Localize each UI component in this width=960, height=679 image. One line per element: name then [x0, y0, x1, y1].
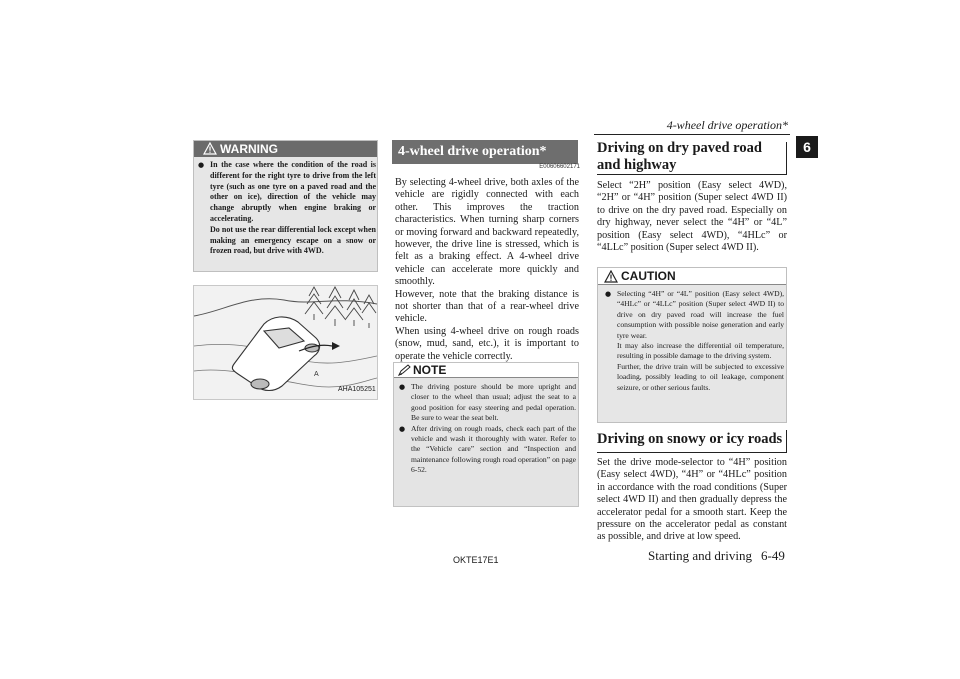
- svg-text:A: A: [314, 371, 319, 378]
- bullet-icon: ●: [399, 424, 406, 433]
- bullet-icon: ●: [605, 290, 612, 298]
- chapter-tab: 6: [796, 136, 818, 158]
- warning-item: [198, 160, 376, 225]
- car-in-snow-drawing: [194, 286, 377, 399]
- dry-road-heading: Driving on dry paved road and highway: [597, 140, 762, 173]
- car-in-snow-illustration: [193, 285, 378, 400]
- footer-section: Starting and driving: [648, 548, 752, 563]
- illustration-code: AHA105251: [338, 386, 376, 393]
- section-paragraph: By selecting 4-wheel drive, both axles of the vehicle are rigidly connected with each other. This improves the traction characteristics. When turning sharp corners or moving forward and backward repeatedly, however, the drive line is stressed, which is felt as a braking effect. A 4-wheel drive vehicle can accelerate more quickly and smoothly.: [395, 177, 579, 288]
- section-body: [395, 177, 579, 363]
- page-number: 6-49: [761, 548, 785, 563]
- note-title: NOTE: [413, 363, 447, 377]
- caution-triangle-icon: [604, 270, 618, 283]
- dry-road-text: Select “2H” position (Easy select 4WD), “2H” or “4H” position (Super select 4WD II) to drive on the dry paved road. Especially on dry highway, never select the “4H” or “4L” position (Easy select 4WD), “4HLc” or “4LLc” position (Super select 4WD II).: [597, 180, 787, 254]
- caution-line: Further, the drive train will be subjected to excessive loading, possibly leading to oil leakage, component seizure, or other serious faults.: [617, 361, 784, 392]
- section-paragraph: However, note that the braking distance is not shorter than that of a rear-wheel drive vehicle.: [395, 288, 579, 325]
- heading-rule: [786, 430, 787, 452]
- section-code: E00606602171: [539, 164, 580, 170]
- footer-code: OKTE17E1: [453, 555, 499, 565]
- note-item-text: After driving on rough roads, check each part of the vehicle and wash it thoroughly with water. Refer to the “Vehicle care” section and “Inspection and maintenance following rough road operation” on page 6-52.: [411, 423, 576, 475]
- note-text: [399, 382, 576, 476]
- caution-line: It may also increase the differential oil temperature, resulting in possible damage to the driving system.: [617, 341, 784, 361]
- warning-item-text: In the case where the condition of the road is different for the right tyre to drive from the left tyre (such as one tyre on a paved road and the other on ice), direction of the vehicle may change abruptly when engine braking or accelerating.: [210, 160, 376, 223]
- warning-triangle-icon: [203, 142, 217, 155]
- note-pencil-icon: [398, 364, 411, 376]
- header-rule: [594, 134, 790, 135]
- bullet-icon: ●: [198, 161, 205, 169]
- note-item: [399, 382, 576, 424]
- snowy-road-heading: Driving on snowy or icy roads: [597, 431, 783, 447]
- heading-rule: [597, 174, 787, 175]
- caution-item: [605, 289, 784, 341]
- caution-title: CAUTION: [621, 269, 676, 283]
- warning-item-continuation: Do not use the rear differential lock except when making an emergency escape on a snow or frozen road, but drive with 4WD.: [210, 224, 376, 256]
- snowy-road-text: Set the drive mode-selector to “4H” position (Easy select 4WD), “4H” or “4HLc” position in accordance with the road conditions (Super select 4WD II) and then gradually depress the accelerator pedal for a smooth start. Keep the pressure on the accelerator pedal as constant as possible, and drive at low speed.: [597, 457, 787, 543]
- warning-text: [198, 160, 376, 257]
- bullet-icon: ●: [399, 383, 406, 391]
- caution-text: [605, 289, 784, 393]
- heading-rule: [786, 142, 787, 174]
- running-header: 4-wheel drive operation*: [666, 118, 788, 132]
- section-paragraph: When using 4-wheel drive on rough roads (snow, mud, sand, etc.), it is important to operate the vehicle correctly.: [395, 325, 579, 362]
- heading-rule: [597, 452, 787, 453]
- note-item: [399, 423, 576, 476]
- warning-title: WARNING: [220, 142, 278, 156]
- caution-line: Selecting “4H” or “4L” position (Easy select 4WD), “4HLc” or “4LLc” position (Super select 4WD II) to drive on dry paved road will increase the fuel consumption with possible noise generation and early tyre wear.: [617, 289, 784, 340]
- note-item-text: The driving posture should be more upright and closer to the wheel than usual; adjust the seat to a good position for easy steering and pedal operation. Be sure to wear the seat belt.: [411, 382, 576, 423]
- section-title: 4-wheel drive operation*: [398, 144, 547, 159]
